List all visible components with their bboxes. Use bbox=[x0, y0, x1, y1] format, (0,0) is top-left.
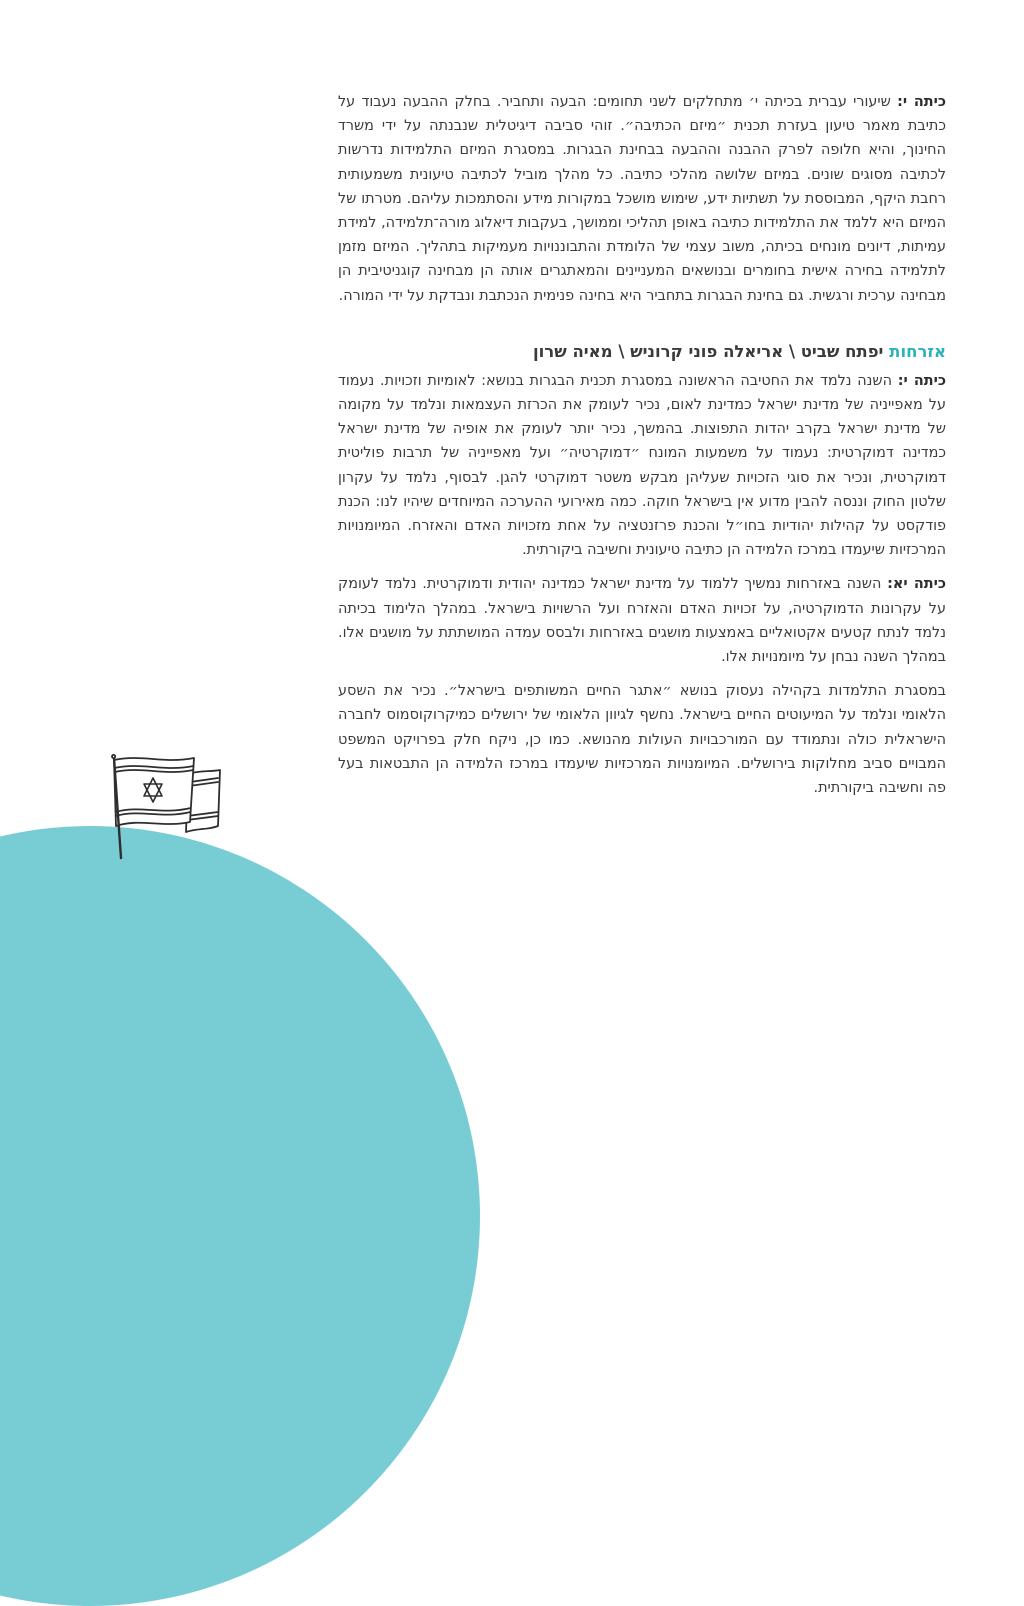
paragraph-text: שיעורי עברית בכיתה י׳ מתחלקים לשני תחומים: הבעה ותחביר. בחלק ההבעה נעבוד על כתיבת מאמר טיעון בעזרת תכנית ״מיזם הכתיבה״. זוהי סביבה דיגיטלית שנבנתה על ידי משרד החינוך, והיא חלופה לפרק ההבנה וההבעה בבחינת הבגרות. במסגרת המיזם התלמידות נדרשות לכתיבה מסוגים שונים. במיזם שלושה מהלכי כתיבה. כל מהלך מוביל לכתיבה טיעונית משמעותית רחבת היקף, המבוססת על תשתיות ידע, שימוש מושכל במקורות מידע והסתמכות עליהם. מטרתו של המיזם היא ללמד את התלמידות כתיבה באופן תהליכי וממושך, בעקבות דיאלוג מורה־תלמידה, למידת עמיתות, דיונים מונחים בכיתה, משוב עצמי של הלומדת והתבוננויות מעמיקות בתהליך. המיזם מזמן לתלמידה בחירה אישית בחומרים ובנושאים המעניינים והמאתגרים אותה הן מבחינה קוגניטיבית הן מבחינה ערכית ורגשית. גם בחינת הבגרות בתחביר היא בחינה פנימית הנכתבת ונבדקת על ידי המורה. bbox=[338, 94, 946, 304]
section-heading-civics bbox=[338, 340, 946, 364]
israel-flag-icon bbox=[102, 750, 232, 862]
grade11-civics-paragraph bbox=[338, 572, 946, 669]
paragraph-text: השנה באזרחות נמשיך ללמוד על מדינת ישראל כמדינה יהודית ודמוקרטית. נלמד לעומק על עקרונות הדמוקרטיה, על זכויות האדם והאזרח ועל הרשויות בישראל. במהלך הלימוד בכיתה נלמד לנתח קטעים אקטואליים באמצעות מושגים באזרחות ולבסס עמדה המושתתת על מושגים אלו. במהלך השנה נבחן על מיומנויות אלו. bbox=[338, 576, 946, 666]
grade10-hebrew-paragraph bbox=[338, 90, 946, 308]
paragraph-text: במסגרת התלמדות בקהילה נעסוק בנושא ״אתגר החיים המשותפים בישראל״. נכיר את השסע הלאומי ונלמד על המיעוטים החיים בישראל. נחשף לגיוון הלאומי של ירושלים כמיקרוקוסמוס לחברה הישראלית כולה ונתמודד עם המורכבויות העולות מהנושא. כמו כן, ניקח חלק בפרויקט המשפט המבויים סביב מחלוקות בירושלים. המיומנויות המרכזיות שיעמדו במרכז הלמידה הן התבטאות בעל פה וחשיבה ביקורתית. bbox=[338, 683, 946, 797]
paragraph-text: השנה נלמד את החטיבה הראשונה במסגרת תכנית הבגרות בנושא: לאומיות וזכויות. נעמוד על מאפייניה של מדינת ישראל כמדינת לאום, נכיר לעומק את הכרזת העצמאות ונלמד על מקומה של מדינת ישראל בקרב יהדות התפוצות. בהמשך, נכיר יותר לעומק את אופיה של מדינת ישראל כמדינה דמוקרטית: נעמוד על משמעות המונח ״דמוקרטיה״ ועל מאפייניה של תרבות פוליטית דמוקרטית, ונכיר את סוגי הזכויות שעליהן מבקש משטר דמוקרטי להגן. לבסוף, נלמד על עקרון שלטון החוק וננסה להבין מדוע אין בישראל חוקה. כמה מאירועי ההערכה המיוחדים שיהיו לנו: הכנת פודקסט על קהילות יהודיות בחו״ל והכנת פרזנטציה על אחת מזכויות האדם והאזרח. המיומנויות המרכזיות שיעמדו במרכז הלמידה הן כתיבה טיעונית וחשיבה ביקורתית. bbox=[338, 372, 946, 559]
paragraph-lead: כיתה יא: bbox=[887, 576, 946, 593]
section-subject: אזרחות bbox=[889, 341, 946, 361]
article-content bbox=[338, 90, 946, 800]
section-teachers: יפתח שביט \ אריאלה פוני קרוניש \ מאיה שרון bbox=[532, 341, 890, 361]
decorative-teal-circle bbox=[0, 826, 480, 1606]
paragraph-lead: כיתה י: bbox=[897, 94, 946, 110]
community-learning-paragraph bbox=[338, 679, 946, 800]
grade10-civics-paragraph bbox=[338, 369, 946, 563]
paragraph-lead: כיתה י: bbox=[897, 372, 946, 389]
